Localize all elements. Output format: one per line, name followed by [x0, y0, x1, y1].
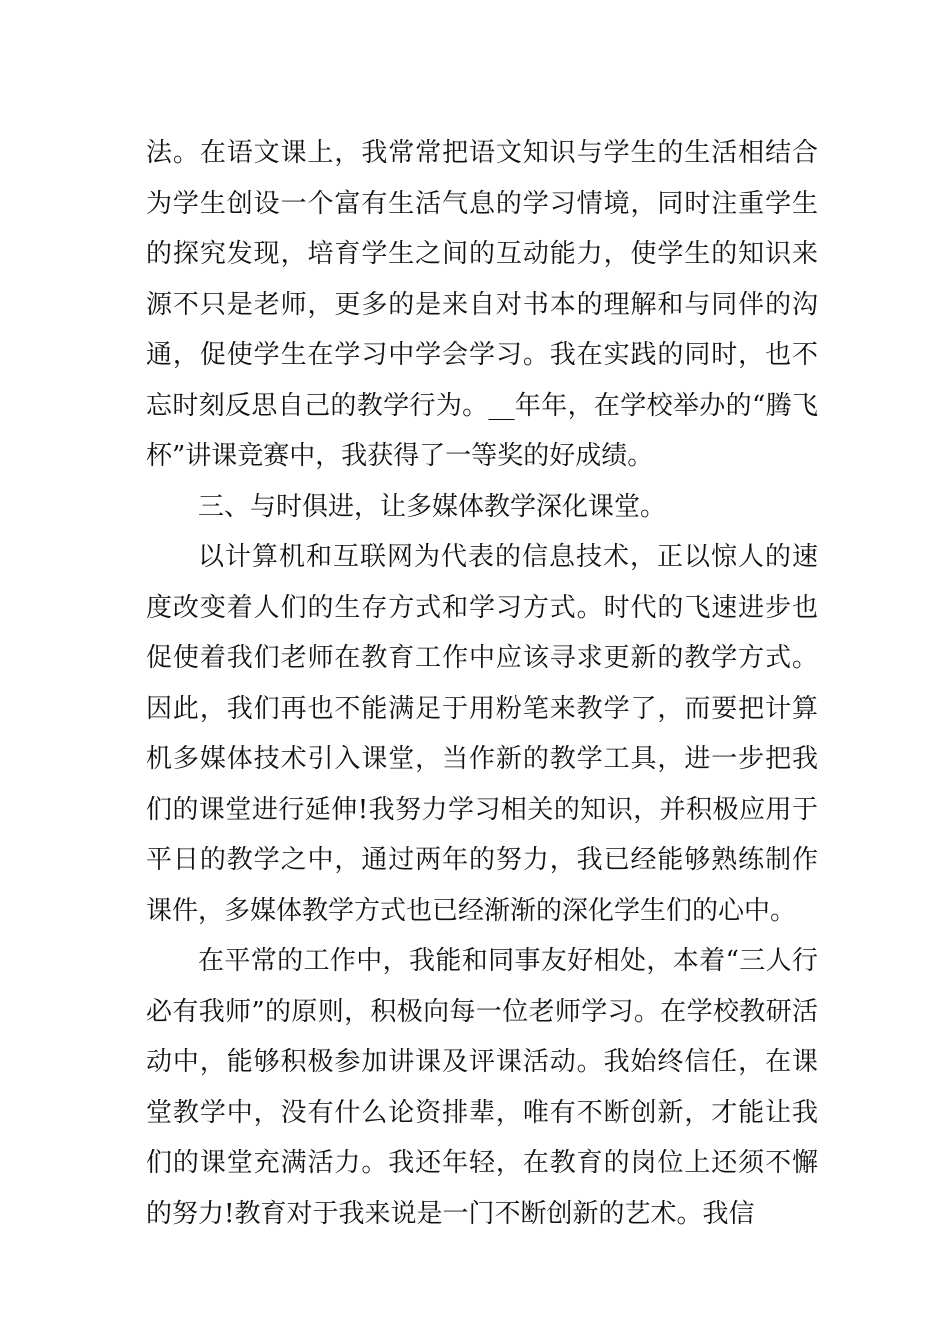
- body-text: [146, 128, 818, 1239]
- paragraph-3: 在平常的工作中，我能和同事友好相处，本着“三人行必有我师”的原则，积极向每一位老师学习。在学校教研活动中，能够积极参加讲课及评课活动。我始终信任，在课堂教学中，没有什么论资排辈，唯有不断创新，才能让我们的课堂充满活力。我还年轻，在教育的岗位上还须不懈的努力!教育对于我来说是一门不断创新的艺术。我信: [146, 946, 818, 1229]
- paragraph-2: 以计算机和互联网为代表的信息技术，正以惊人的速度改变着人们的生存方式和学习方式。时代的飞速进步也促使着我们老师在教育工作中应该寻求更新的教学方式。因此，我们再也不能满足于用粉笔来教学了，而要把计算机多媒体技术引入课堂，当作新的教学工具，进一步把我们的课堂进行延伸!我努力学习相关的知识，并积极应用于平日的教学之中，通过两年的努力，我已经能够熟练制作课件，多媒体教学方式也已经渐渐的深化学生们的心中。: [146, 542, 818, 926]
- section-heading-3: 三、与时俱进，让多媒体教学深化课堂。: [198, 491, 667, 522]
- paragraph-1: 法。在语文课上，我常常把语文知识与学生的生活相结合为学生创设一个富有生活气息的学习情境，同时注重学生的探究发现，培育学生之间的互动能力，使学生的知识来源不只是老师，更多的是来自对书本的理解和与同伴的沟通，促使学生在学习中学会学习。我在实践的同时，也不忘时刻反思自己的教学行为。__年年，在学校举办的“腾飞杯”讲课竞赛中，我获得了一等奖的好成绩。: [146, 138, 818, 471]
